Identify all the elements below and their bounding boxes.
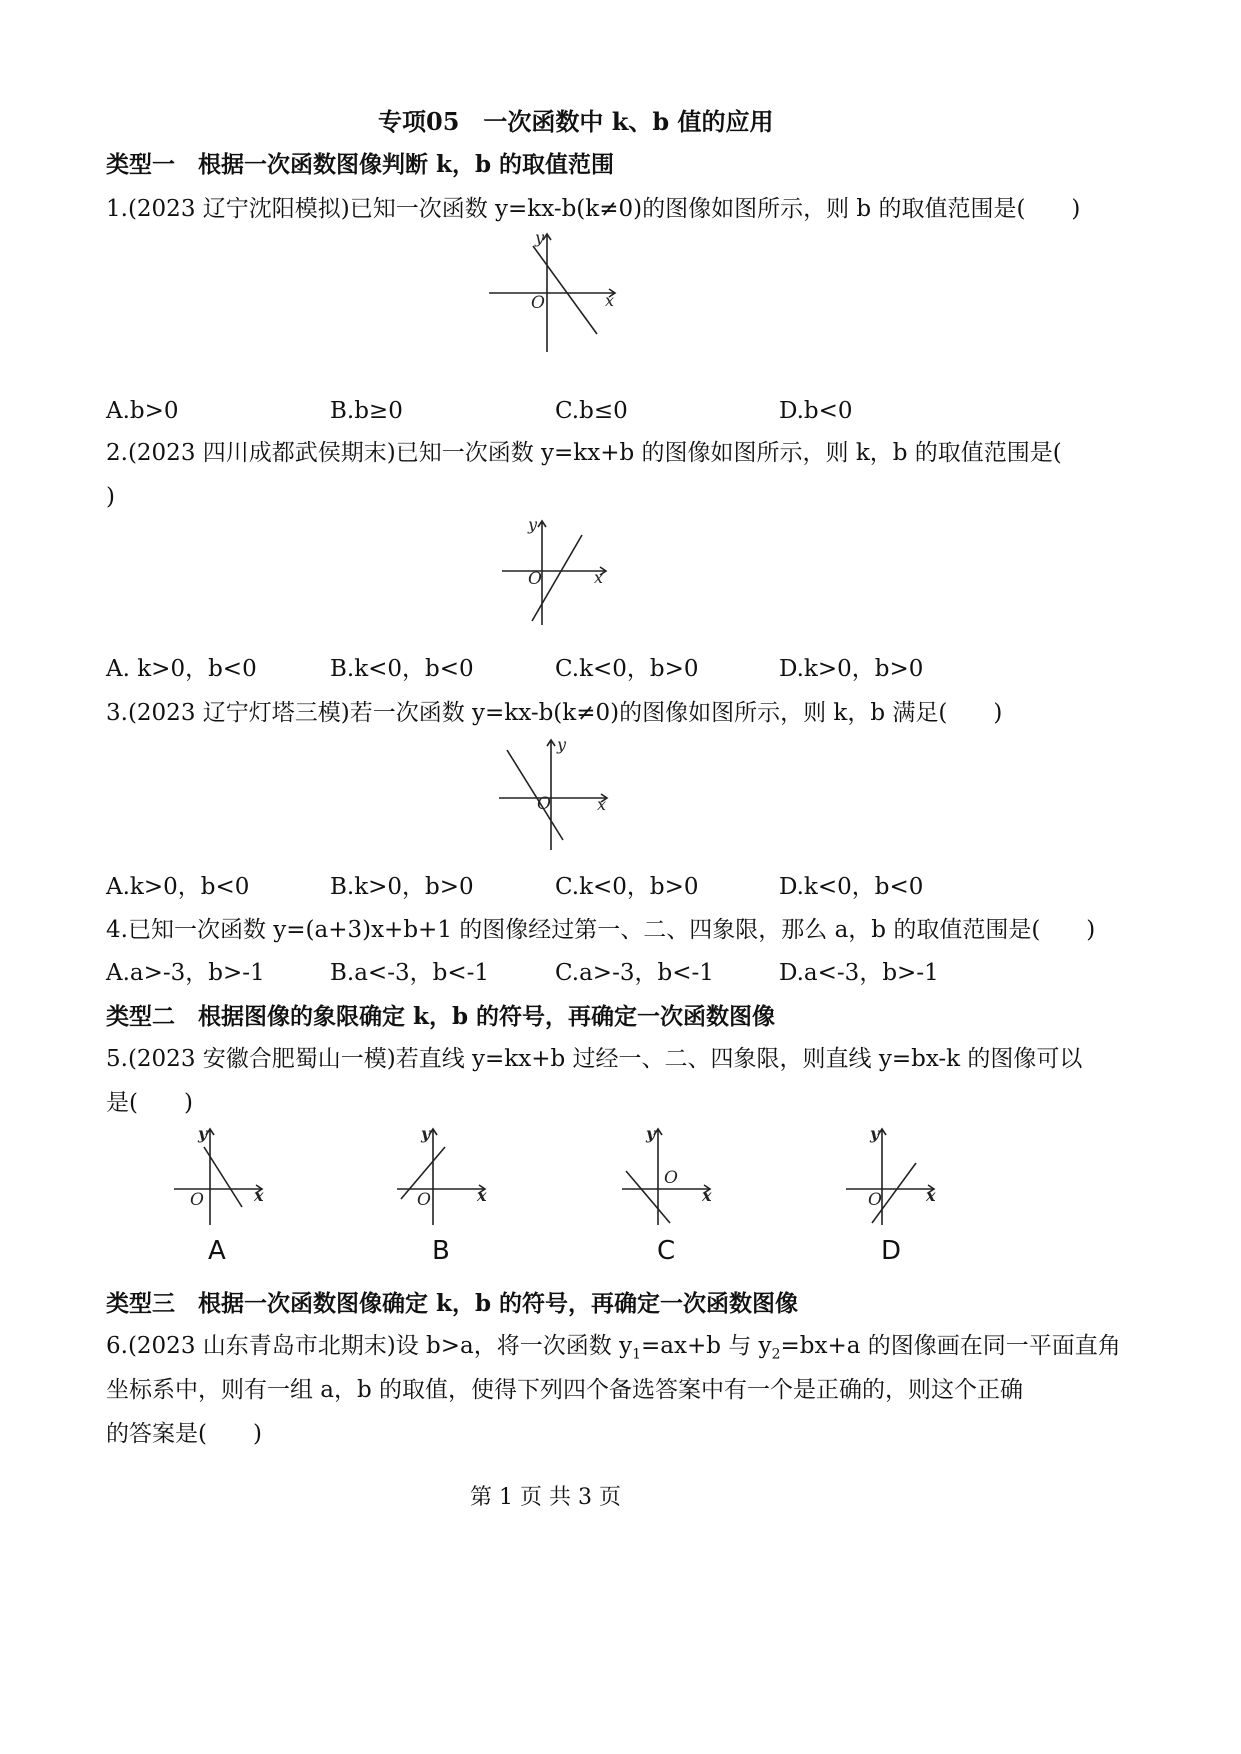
- question-4-stem: 4.已知一次函数 y=(a+3)x+b+1 的图像经过第一、二、四象限，那么 a，b 的取值范围是( ): [106, 917, 1096, 943]
- q5a-origin-label: O: [190, 1190, 204, 1210]
- q2-option-c[interactable]: C.k<0，b>0: [555, 656, 699, 682]
- q6-stem-b: =ax+b 与 y: [640, 1333, 772, 1359]
- question-6-stem-line-1: [106, 1335, 1121, 1362]
- question-3-stem: 3.(2023 辽宁灯塔三模)若一次函数 y=kx-b(k≠0)的图像如图所示，则 k，b 满足( ): [106, 700, 1003, 726]
- q1-option-a[interactable]: A.b>0: [106, 398, 179, 424]
- q1-y-label: y: [535, 228, 545, 247]
- q2-option-b[interactable]: B.k<0，b<0: [330, 656, 474, 682]
- section-heading-2: 类型二 根据图像的象限确定 k，b 的符号，再确定一次函数图像: [106, 1003, 776, 1030]
- q3-option-b[interactable]: B.k>0，b>0: [330, 874, 474, 900]
- q3-option-a[interactable]: A.k>0，b<0: [106, 874, 250, 900]
- page-title: 专项05 一次函数中 k、b 值的应用: [378, 107, 774, 136]
- q3-option-c[interactable]: C.k<0，b>0: [555, 874, 699, 900]
- q3-graph: [495, 736, 620, 854]
- question-2-stem: 2.(2023 四川成都武侯期末)已知一次函数 y=kx+b 的图像如图所示，则 k，b 的取值范围是(: [106, 440, 1062, 466]
- q5-choice-a[interactable]: A: [208, 1236, 226, 1266]
- q1-x-label: x: [605, 291, 615, 310]
- q2-graph: [498, 515, 618, 630]
- q4-option-c[interactable]: C.a>-3，b<-1: [555, 960, 714, 986]
- q5c-x-label: x: [702, 1186, 712, 1205]
- q4-option-a[interactable]: A.a>-3，b>-1: [106, 960, 265, 986]
- question-2-stem-cont: ): [106, 484, 115, 510]
- q6-sub-2: 2: [771, 1346, 781, 1363]
- q6-sub-1: 1: [632, 1346, 641, 1363]
- q3-option-d[interactable]: D.k<0，b<0: [779, 874, 924, 900]
- q3-origin-label: O: [537, 794, 551, 814]
- q2-origin-label: O: [528, 569, 542, 589]
- q2-x-label: x: [594, 568, 604, 587]
- q2-y-label: y: [528, 515, 538, 534]
- q5-choice-c[interactable]: C: [657, 1236, 676, 1266]
- section-heading-3: 类型三 根据一次函数图像确定 k，b 的符号，再确定一次函数图像: [106, 1290, 799, 1317]
- q4-option-b[interactable]: B.a<-3，b<-1: [330, 960, 490, 986]
- question-5-stem-cont: 是( ): [106, 1090, 193, 1116]
- q2-option-d[interactable]: D.k>0，b>0: [779, 656, 924, 682]
- q5-choice-d[interactable]: D: [881, 1236, 902, 1266]
- q5-choice-b[interactable]: B: [432, 1236, 450, 1266]
- q6-stem-c: =bx+a 的图像画在同一平面直角: [780, 1333, 1121, 1359]
- section-heading-1: 类型一 根据一次函数图像判断 k，b 的取值范围: [106, 151, 615, 178]
- q5b-origin-label: O: [417, 1190, 431, 1210]
- q5-graph-d: [842, 1125, 942, 1230]
- q5d-y-label: y: [870, 1124, 880, 1143]
- q4-option-d[interactable]: D.a<-3，b>-1: [779, 960, 939, 986]
- question-6-stem-line-3: 的答案是( ): [106, 1421, 262, 1447]
- q1-origin-label: O: [531, 293, 545, 313]
- q5-graph-a: [170, 1125, 270, 1230]
- q5-graph-b: [393, 1125, 493, 1230]
- q5b-x-label: x: [477, 1186, 487, 1205]
- page-footer: 第 1 页 共 3 页: [470, 1485, 621, 1510]
- q3-x-label: x: [597, 795, 607, 814]
- question-1-stem: 1.(2023 辽宁沈阳模拟)已知一次函数 y=kx-b(k≠0)的图像如图所示，则 b 的取值范围是( ): [106, 196, 1081, 222]
- q5-graph-c: [618, 1125, 718, 1230]
- q1-option-b[interactable]: B.b≥0: [330, 398, 403, 424]
- q1-option-c[interactable]: C.b≤0: [555, 398, 628, 424]
- question-6-stem-line-2: 坐标系中，则有一组 a，b 的取值，使得下列四个备选答案中有一个是正确的，则这个正确: [106, 1377, 1024, 1403]
- q5c-origin-label: O: [664, 1168, 678, 1188]
- q1-option-d[interactable]: D.b<0: [779, 398, 853, 424]
- q5a-x-label: x: [254, 1186, 264, 1205]
- q3-y-label: y: [557, 735, 567, 754]
- q1-graph: [485, 228, 625, 358]
- q5c-y-label: y: [646, 1124, 656, 1143]
- q5d-origin-label: O: [868, 1190, 882, 1210]
- q5b-y-label: y: [421, 1124, 431, 1143]
- q5d-x-label: x: [926, 1186, 936, 1205]
- question-5-stem: 5.(2023 安徽合肥蜀山一模)若直线 y=kx+b 过经一、二、四象限，则直线 y=bx-k 的图像可以: [106, 1046, 1083, 1072]
- q5a-y-label: y: [198, 1124, 208, 1143]
- q2-option-a[interactable]: A. k>0，b<0: [106, 656, 257, 682]
- q6-stem-a: 6.(2023 山东青岛市北期末)设 b>a，将一次函数 y: [106, 1333, 633, 1359]
